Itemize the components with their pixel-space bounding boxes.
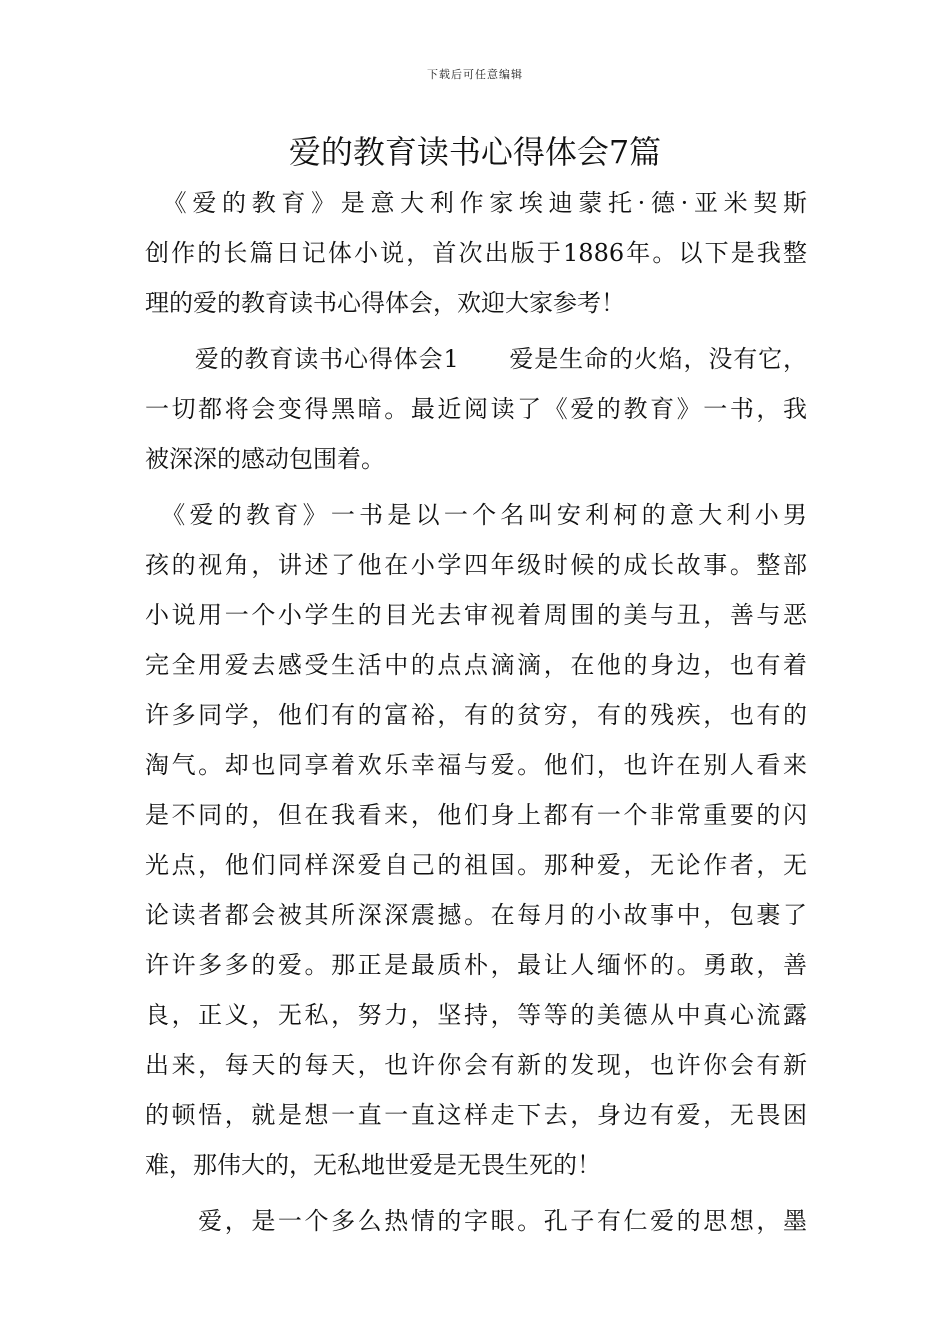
- text-line: 淘气。却也同享着欢乐幸福与爱。他们，也许在别人看来: [145, 751, 807, 779]
- text-line: 的顿悟，就是想一直一直这样走下去，身边有爱，无畏困: [145, 1101, 807, 1129]
- text-line: 论读者都会被其所深深震撼。在每月的小故事中，包裹了: [145, 901, 807, 929]
- text-line: 爱的教育读书心得体会1 爱是生命的火焰，没有它，: [145, 345, 807, 373]
- paragraph-essay-1-opening: [145, 334, 807, 484]
- text-line: 被深深的感动包围着。: [145, 445, 385, 473]
- text-line: 光点，他们同样深爱自己的祖国。那种爱，无论作者，无: [145, 851, 807, 879]
- text-line: 创作的长篇日记体小说，首次出版于1886年。以下是我整: [145, 239, 807, 267]
- text-line: 许许多多的爱。那正是最质朴，最让人缅怀的。勇敢，善: [145, 951, 807, 979]
- text-line: 一切都将会变得黑暗。最近阅读了《爱的教育》一书，我: [145, 395, 807, 423]
- text-line: 孩的视角，讲述了他在小学四年级时候的成长故事。整部: [145, 551, 807, 579]
- text-line: 小说用一个小学生的目光去审视着周围的美与丑，善与恶: [145, 601, 807, 629]
- paragraph-intro: [145, 178, 807, 328]
- text-line: 是不同的，但在我看来，他们身上都有一个非常重要的闪: [145, 801, 807, 829]
- text-line: 完全用爱去感受生活中的点点滴滴，在他的身边，也有着: [145, 651, 807, 679]
- header-note: 下载后可任意编辑: [427, 68, 523, 81]
- text-line: 理的爱的教育读书心得体会，欢迎大家参考！: [145, 289, 625, 317]
- text-line: 良，正义，无私，努力，坚持，等等的美德从中真心流露: [145, 1001, 807, 1029]
- text-line: 爱，是一个多么热情的字眼。孔子有仁爱的思想，墨: [145, 1207, 807, 1235]
- text-line: 许多同学，他们有的富裕，有的贫穷，有的残疾，也有的: [145, 701, 807, 729]
- article-body: [145, 178, 807, 1246]
- page-title: 爱的教育读书心得体会7篇: [288, 133, 662, 171]
- text-line: 出来，每天的每天，也许你会有新的发现，也许你会有新: [145, 1051, 807, 1079]
- text-line: 《爱的教育》是意大利作家埃迪蒙托·德·亚米契斯: [145, 189, 807, 217]
- paragraph-essay-1-continued: [145, 1196, 807, 1246]
- paragraph-essay-1-body: [145, 490, 807, 1190]
- text-line: 《爱的教育》一书是以一个名叫安利柯的意大利小男: [145, 501, 807, 529]
- text-line: 难，那伟大的，无私地世爱是无畏生死的！: [145, 1151, 601, 1179]
